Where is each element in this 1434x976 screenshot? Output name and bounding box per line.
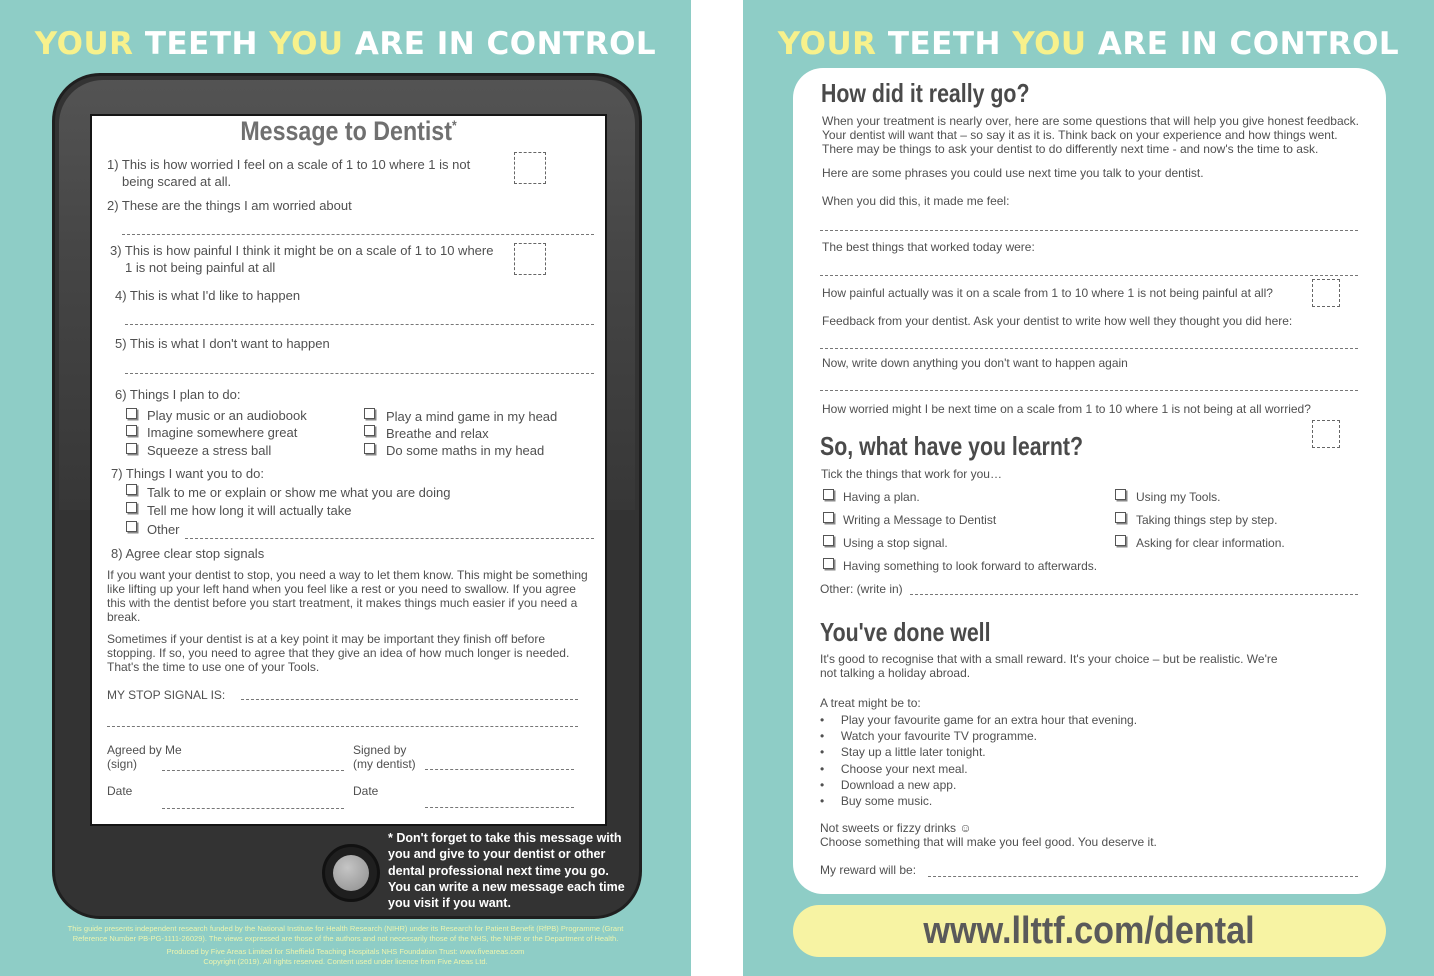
option-label: Breathe and relax	[386, 426, 489, 441]
headline-word: YOU	[1012, 26, 1087, 62]
date-line[interactable]	[425, 807, 574, 808]
headline-word: ARE IN CONTROL	[354, 26, 657, 62]
checkbox[interactable]	[1115, 489, 1126, 500]
agreed-label: Agreed by Me (sign)	[107, 743, 182, 771]
phrases-text: Here are some phrases you could use next time you talk to your dentist.	[822, 166, 1204, 180]
q5-text: 5) This is what I don't want to happen	[115, 336, 330, 351]
copyright-notice: Produced by Five Areas Limited for Sheffield Teaching Hospitals NHS Foundation Trust: www.fiveareas.com Copyright (2019). All rights reserved. Content used under licence from Five Areas Ltd.	[166, 947, 525, 966]
option-label: Using a stop signal.	[843, 536, 948, 550]
q6-label: 6) Things I plan to do:	[115, 387, 241, 402]
prompt-text: How worried might I be next time on a scale from 1 to 10 where 1 is not being at all worried?	[822, 402, 1311, 416]
checkbox[interactable]	[126, 425, 137, 436]
section-heading: You've done well	[820, 617, 991, 647]
stop-signal-label: MY STOP SIGNAL IS:	[107, 688, 226, 702]
reward-text: It's good to recognise that with a small reward. It's your choice – but be realistic. We're not talking a holiday abroad.	[820, 652, 1278, 680]
list-item: • Choose your next meal.	[820, 761, 968, 776]
intro-text: When your treatment is nearly over, here are some questions that will help you give honest feedback. Your dentist will want that – so say it as it is. Think back on your experience and how things went. There may be things to ask your dentist to do differently next time - and now's the time to ask.	[822, 114, 1359, 156]
list-item: • Buy some music.	[820, 794, 933, 809]
headline-word: YOUR	[34, 26, 134, 62]
headline-word: YOU	[269, 26, 344, 62]
q2-text: 2) These are the things I am worried about	[107, 198, 352, 213]
option-label: Play a mind game in my head	[386, 409, 558, 424]
right-headline	[743, 26, 1434, 62]
tick-text: Tick the things that work for you…	[821, 467, 1002, 481]
headline-word: ARE IN CONTROL	[1097, 26, 1400, 62]
option-label: Play music or an audiobook	[147, 408, 307, 423]
checkbox[interactable]	[126, 443, 137, 454]
option-label: Squeeze a stress ball	[147, 443, 272, 458]
option-label: Using my Tools.	[1136, 490, 1221, 504]
option-label: Talk to me or explain or show me what you are doing	[147, 485, 451, 500]
q1-text-cont: being scared at all.	[122, 174, 232, 189]
answer-line[interactable]	[820, 275, 1358, 276]
answer-line[interactable]	[125, 373, 594, 374]
score-box[interactable]	[514, 152, 546, 184]
list-item: • Play your favourite game for an extra hour that evening.	[820, 713, 1138, 727]
home-button-icon	[322, 844, 380, 902]
q8-label: 8) Agree clear stop signals	[111, 546, 265, 561]
my-reward-label: My reward will be:	[820, 863, 917, 877]
other-label: Other: (write in)	[820, 582, 903, 596]
list-item: • Download a new app.	[820, 777, 957, 792]
list-item: • Watch your favourite TV programme.	[820, 729, 1037, 744]
answer-line[interactable]	[910, 594, 1358, 595]
treat-list	[820, 712, 1137, 809]
prompt-text: The best things that worked today were:	[822, 240, 1035, 254]
prompt-text: How painful actually was it on a scale from 1 to 10 where 1 is not being painful at all?	[822, 286, 1273, 300]
q3-text: 3) This is how painful I think it might be on a scale of 1 to 10 where	[110, 243, 494, 258]
q7-label: 7) Things I want you to do:	[111, 466, 264, 481]
checkbox[interactable]	[364, 408, 375, 419]
checkbox[interactable]	[364, 425, 375, 436]
date-label: Date	[107, 784, 133, 798]
score-box[interactable]	[1312, 420, 1340, 448]
choose-text: Choose something that will make you feel good. You deserve it.	[820, 835, 1157, 849]
checkbox[interactable]	[823, 535, 834, 546]
sign-line[interactable]	[425, 769, 574, 770]
smiley-icon: ☺	[959, 821, 972, 835]
option-label: Other	[147, 522, 180, 537]
answer-line[interactable]	[185, 538, 594, 539]
answer-line[interactable]	[125, 324, 594, 325]
answer-line[interactable]	[122, 234, 594, 235]
score-box[interactable]	[1312, 279, 1340, 307]
list-item: • Stay up a little later tonight.	[820, 745, 986, 760]
checkbox[interactable]	[823, 512, 834, 523]
option-label: Imagine somewhere great	[147, 425, 298, 440]
option-label: Tell me how long it will actually take	[147, 503, 352, 518]
checkbox[interactable]	[126, 484, 137, 495]
sign-line[interactable]	[162, 770, 344, 771]
q3-text-cont: 1 is not being painful at all	[125, 260, 276, 275]
option-label: Writing a Message to Dentist	[843, 513, 997, 527]
option-label: Do some maths in my head	[386, 443, 545, 458]
prompt-text: Now, write down anything you don't want to happen again	[822, 356, 1128, 370]
prompt-text: When you did this, it made me feel:	[822, 194, 1010, 208]
option-label: Taking things step by step.	[1136, 513, 1278, 527]
section-heading: How did it really go?	[821, 78, 1030, 108]
reminder-note: * Don't forget to take this message with you and give to your dentist or other dental professional next time you go. You can write a new message each time you visit if you want.	[388, 831, 625, 911]
answer-line[interactable]	[820, 348, 1358, 349]
funding-notice: This guide presents independent research funded by the National Institute for Health Research (NIHR) under its Research for Patient Benefit (RfPB) Programme (Grant Reference Number PB-PG-1111-26029). The views expressed are those of the authors and not necessarily those of the NHS, the NIHR or the Department of Health.	[67, 924, 624, 943]
checkbox[interactable]	[126, 521, 137, 532]
q1-text: 1) This is how worried I feel on a scale of 1 to 10 where 1 is not	[107, 157, 471, 172]
left-headline	[0, 26, 691, 62]
treat-label: A treat might be to:	[820, 696, 921, 710]
score-box[interactable]	[514, 243, 546, 275]
checkbox[interactable]	[1115, 535, 1126, 546]
option-label: Having a plan.	[843, 490, 920, 504]
section-heading: So, what have you learnt?	[820, 431, 1084, 461]
checkbox[interactable]	[823, 489, 834, 500]
headline-word: TEETH	[887, 26, 1001, 62]
checkbox[interactable]	[823, 558, 834, 569]
date-label: Date	[353, 784, 379, 798]
signed-label: Signed by (my dentist)	[353, 743, 416, 771]
checkbox[interactable]	[126, 502, 137, 513]
stop-paragraph-1: If you want your dentist to stop, you need a way to let them know. This might be something like lifting up your left hand when you feel like a rest or you need to swallow. If you agree this with the dentist before you start treatment, it makes things much easier if you need a break.	[107, 568, 588, 624]
checkbox[interactable]	[364, 443, 375, 454]
checkbox[interactable]	[1115, 512, 1126, 523]
stop-paragraph-2: Sometimes if your dentist is at a key point it may be important they finish off before stopping. If so, you need to agree that they give an idea of how much longer is needed. That's the time to use one of your Tools.	[107, 632, 570, 674]
prompt-text: Feedback from your dentist. Ask your dentist to write how well they thought you did here:	[822, 314, 1293, 328]
stop-signal-line[interactable]	[241, 699, 578, 700]
checkbox[interactable]	[126, 408, 137, 419]
stop-signal-line-2[interactable]	[107, 726, 578, 727]
headline-word: YOUR	[777, 26, 877, 62]
message-title: Message to Dentist*	[240, 116, 457, 146]
answer-line[interactable]	[820, 390, 1358, 391]
date-line[interactable]	[162, 808, 344, 809]
website-link[interactable]: www.llttf.com/dental	[793, 905, 1386, 957]
q4-text: 4) This is what I'd like to happen	[115, 288, 301, 303]
answer-line[interactable]	[820, 230, 1358, 231]
option-label: Having something to look forward to afterwards.	[843, 559, 1098, 573]
headline-word: TEETH	[144, 26, 258, 62]
not-sweets-text: Not sweets or fizzy drinks ☺	[820, 821, 972, 835]
option-label: Asking for clear information.	[1136, 536, 1285, 550]
answer-line[interactable]	[928, 876, 1358, 877]
